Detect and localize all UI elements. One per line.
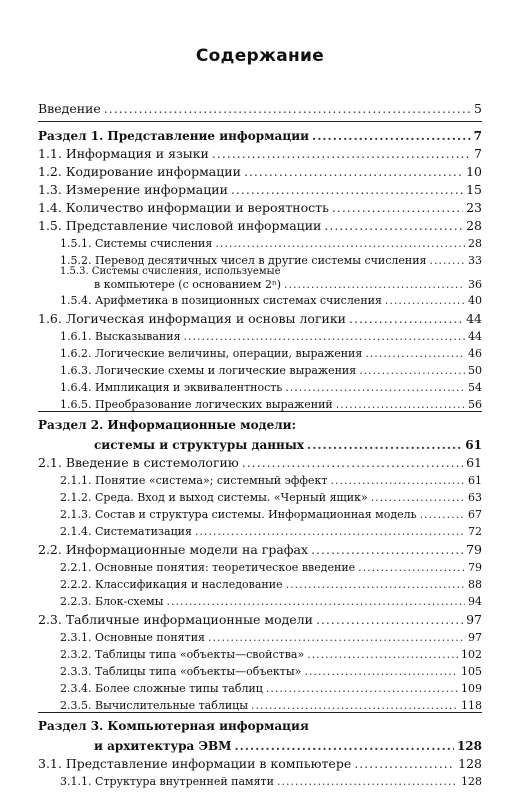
toc-entry-title: Введение xyxy=(38,101,101,116)
toc-entry-title: 2.1. Введение в системологию xyxy=(38,455,239,470)
toc-entry-title: 2.3. Табличные информационные модели xyxy=(38,612,313,627)
toc-leader-dots xyxy=(304,663,458,681)
toc-page-number: 40 xyxy=(468,294,482,307)
toc-entry[interactable] xyxy=(60,576,482,594)
toc-page-number: 118 xyxy=(461,699,482,712)
toc-entry-title: 1.5.4. Арифметика в позиционных системах счисления xyxy=(60,294,382,307)
toc-leader-dots xyxy=(242,454,463,472)
toc-page-number: 61 xyxy=(466,455,482,470)
toc-leader-dots xyxy=(358,559,465,577)
toc-leader-dots xyxy=(349,310,463,328)
toc-entry-title: 1.5.1. Системы счисления xyxy=(60,237,213,250)
toc-leader-dots xyxy=(359,362,465,380)
toc-entry-title: 2.1.3. Состав и структура системы. Информационная модель xyxy=(60,508,417,521)
toc-page-number: 63 xyxy=(468,491,482,504)
toc-leader-dots xyxy=(166,593,465,611)
toc-entry[interactable] xyxy=(38,127,482,145)
toc-entry[interactable] xyxy=(38,454,482,472)
toc-page-number: 67 xyxy=(468,508,482,521)
toc-entry-line: Раздел 2. Информационные модели: xyxy=(38,418,296,432)
toc-leader-dots xyxy=(312,127,471,145)
toc-entry-title: Раздел 1. Представление информации xyxy=(38,129,310,143)
toc-page-number: 7 xyxy=(473,129,482,143)
toc-leader-dots xyxy=(231,181,463,199)
toc-entry[interactable] xyxy=(60,593,482,611)
toc-leader-dots xyxy=(184,328,465,346)
toc-entry-title: 1.6.1. Высказывания xyxy=(60,330,181,343)
toc-entry-line: 1.5.3. Системы счисления, используемые xyxy=(60,266,281,277)
toc-leader-dots xyxy=(324,217,463,235)
toc-entry[interactable] xyxy=(60,663,482,681)
toc-entry[interactable] xyxy=(38,163,482,181)
toc-entry[interactable] xyxy=(60,362,482,380)
toc-page-number: 44 xyxy=(466,311,482,326)
toc-entry[interactable] xyxy=(38,755,482,773)
toc-leader-dots xyxy=(307,646,458,664)
toc-leader-dots xyxy=(420,506,465,524)
toc-leader-dots xyxy=(244,163,463,181)
toc-entry[interactable] xyxy=(60,506,482,524)
toc-entry-title: 1.6.3. Логические схемы и логические выражения xyxy=(60,364,357,377)
toc-entry[interactable] xyxy=(38,181,482,199)
toc-page-number: 109 xyxy=(461,682,482,695)
toc-entry-title: 2.1.4. Систематизация xyxy=(60,525,192,538)
toc-entry[interactable] xyxy=(60,292,482,310)
toc-entry-title: 2.2.1. Основные понятия: теоретическое введение xyxy=(60,561,356,574)
toc-leader-dots xyxy=(212,145,471,163)
toc-entry-title: 3.1.1. Структура внутренней памяти xyxy=(60,775,274,788)
toc-entry-title: 1.6.2. Логические величины, операции, выражения xyxy=(60,347,363,360)
toc-entry-title: 1.4. Количество информации и вероятность xyxy=(38,200,329,215)
toc-page-number: 97 xyxy=(466,612,482,627)
toc-entry-title: 1.2. Кодирование информации xyxy=(38,164,241,179)
toc-entry[interactable] xyxy=(60,680,482,698)
toc-entry[interactable] xyxy=(60,328,482,346)
toc-entry[interactable] xyxy=(60,697,482,715)
toc-entry-line: Раздел 3. Компьютерная информация xyxy=(38,719,309,733)
toc-entry-title: 2.3.1. Основные понятия xyxy=(60,631,205,644)
toc-page-number: 33 xyxy=(468,254,482,267)
toc-entry-title: 2.3.4. Более сложные типы таблиц xyxy=(60,682,263,695)
toc-leader-dots xyxy=(208,629,465,647)
toc-leader-dots xyxy=(104,100,471,118)
section-divider xyxy=(38,121,482,122)
toc-page-number: 79 xyxy=(466,542,482,557)
toc-page-number: 23 xyxy=(466,200,482,215)
toc-leader-dots xyxy=(332,199,463,217)
toc-page-number: 102 xyxy=(461,648,482,661)
toc-page-number: 94 xyxy=(468,595,482,608)
toc-page-number: 61 xyxy=(468,474,482,487)
toc-entry[interactable] xyxy=(94,436,482,454)
toc-entry[interactable] xyxy=(60,472,482,490)
toc-entry[interactable] xyxy=(38,199,482,217)
toc-entry-title: 2.2.3. Блок-схемы xyxy=(60,595,164,608)
toc-entry[interactable] xyxy=(60,773,482,791)
toc-entry-title: 3.1. Представление информации в компьютере xyxy=(38,756,352,771)
toc-entry[interactable] xyxy=(60,629,482,647)
toc-page-number: 128 xyxy=(456,739,482,753)
toc-leader-dots xyxy=(266,680,458,698)
toc-leader-dots xyxy=(385,292,465,310)
toc-entry-title: 2.3.3. Таблицы типа «объекты—объекты» xyxy=(60,665,302,678)
toc-entry[interactable] xyxy=(38,217,482,235)
toc-entry-title: 2.2. Информационные модели на графах xyxy=(38,542,309,557)
toc-page-number: 54 xyxy=(468,381,482,394)
toc-entry[interactable] xyxy=(38,611,482,629)
toc-entry[interactable] xyxy=(60,523,482,541)
toc-page-number: 36 xyxy=(468,278,482,291)
toc-page-number: 44 xyxy=(468,330,482,343)
toc-entry[interactable] xyxy=(38,100,482,118)
toc-leader-dots xyxy=(286,576,465,594)
toc-entry[interactable] xyxy=(60,559,482,577)
toc-leader-dots xyxy=(215,235,465,253)
toc-page-number: 5 xyxy=(474,101,482,116)
toc-page-number: 105 xyxy=(461,665,482,678)
toc-leader-dots xyxy=(307,436,462,454)
toc-page-number: 46 xyxy=(468,347,482,360)
toc-entry-title: 1.6. Логическая информация и основы логики xyxy=(38,311,346,326)
toc-entry[interactable] xyxy=(38,145,482,163)
toc-page-number: 88 xyxy=(468,578,482,591)
toc-page-number: 50 xyxy=(468,364,482,377)
toc-entry[interactable] xyxy=(60,646,482,664)
toc-entry-title: 2.1.1. Понятие «система»; системный эффект xyxy=(60,474,328,487)
toc-entry-title: 1.3. Измерение информации xyxy=(38,182,228,197)
toc-page-number: 61 xyxy=(465,438,482,452)
toc-page-number: 56 xyxy=(468,398,482,411)
toc-page-number: 128 xyxy=(461,775,482,788)
toc-entry[interactable] xyxy=(60,396,482,414)
toc-leader-dots xyxy=(365,345,465,363)
toc-page-number: 79 xyxy=(468,561,482,574)
toc-leader-dots xyxy=(430,252,466,270)
toc-leader-dots xyxy=(354,755,455,773)
toc-leader-dots xyxy=(251,697,458,715)
toc-leader-dots xyxy=(277,773,458,791)
toc-entry[interactable] xyxy=(60,489,482,507)
toc-leader-dots xyxy=(336,396,465,414)
toc-entry-title: 2.1.2. Среда. Вход и выход системы. «Черный ящик» xyxy=(60,491,368,504)
toc-page-number: 28 xyxy=(468,237,482,250)
toc-entry[interactable] xyxy=(94,737,482,755)
toc-leader-dots xyxy=(285,379,465,397)
toc-page-number: 7 xyxy=(474,146,482,161)
toc-page-number: 10 xyxy=(466,164,482,179)
toc-entry[interactable] xyxy=(60,235,482,253)
toc-leader-dots xyxy=(316,611,463,629)
toc-entry-title: 1.6.4. Импликация и эквивалентность xyxy=(60,381,283,394)
page-title: Содержание xyxy=(195,46,325,66)
toc-entry-title: 2.2.2. Классификация и наследование xyxy=(60,578,283,591)
toc-entry-title: и архитектура ЭВМ xyxy=(94,739,232,753)
toc-entry-title: 2.3.2. Таблицы типа «объекты—свойства» xyxy=(60,648,305,661)
toc-entry[interactable] xyxy=(38,310,482,328)
toc-leader-dots xyxy=(234,737,453,755)
toc-page-number: 15 xyxy=(466,182,482,197)
toc-entry-title: системы и структуры данных xyxy=(94,438,305,452)
toc-entry-title: в компьютере (с основанием 2ⁿ) xyxy=(94,278,281,291)
toc-entry-title: 1.1. Информация и языки xyxy=(38,146,209,161)
toc-entry[interactable] xyxy=(60,379,482,397)
toc-page-number: 128 xyxy=(458,756,482,771)
toc-page-number: 72 xyxy=(468,525,482,538)
toc-leader-dots xyxy=(331,472,466,490)
toc-entry-title: 2.3.5. Вычислительные таблицы xyxy=(60,699,248,712)
toc-entry[interactable] xyxy=(38,541,482,559)
toc-leader-dots xyxy=(371,489,465,507)
toc-leader-dots xyxy=(311,541,463,559)
toc-entry[interactable] xyxy=(60,345,482,363)
toc-leader-dots xyxy=(195,523,465,541)
toc-entry-title: 1.6.5. Преобразование логических выражений xyxy=(60,398,333,411)
toc-page-number: 97 xyxy=(468,631,482,644)
toc-entry-title: 1.5.2. Перевод десятичных чисел в другие системы счисления xyxy=(60,254,427,267)
toc-page-number: 28 xyxy=(466,218,482,233)
toc-entry-title: 1.5. Представление числовой информации xyxy=(38,218,322,233)
